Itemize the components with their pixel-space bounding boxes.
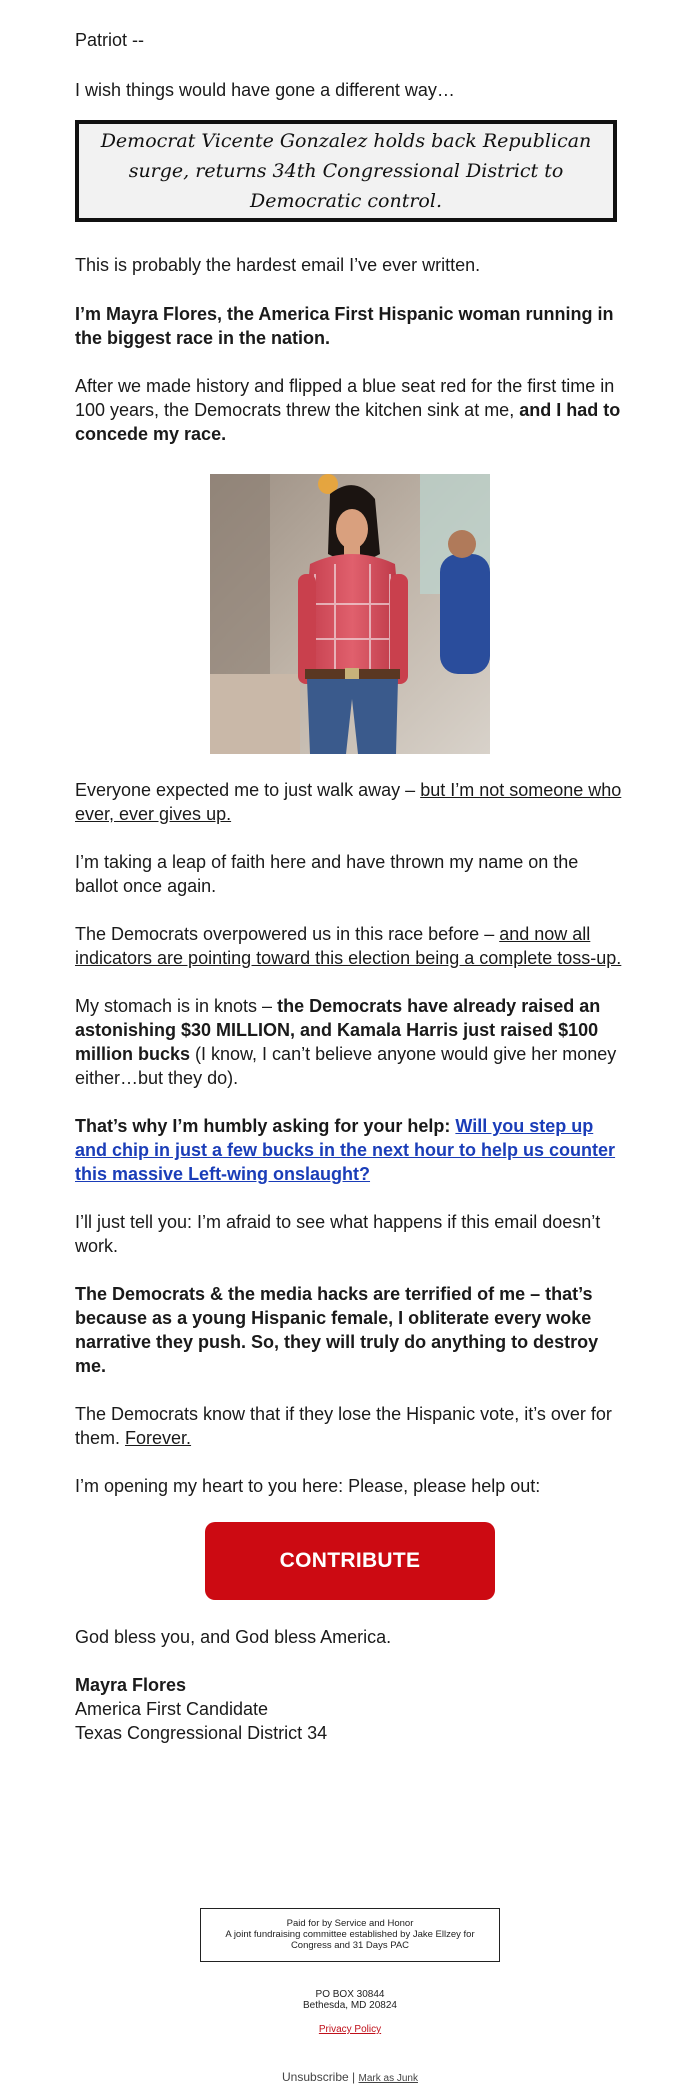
aside-text: (I know, I can’t believe anyone would give her money either…but they do). xyxy=(75,1044,617,1088)
committee-text: A joint fundraising committee established by Jake Ellzey for Congress and 31 Days PAC xyxy=(225,1929,475,1951)
history-concede: and I had to concede my race. xyxy=(75,400,621,444)
headline-text: Democrat Vicente Gonzalez holds back Republican surge, returns 34th Congressional District to Democratic control. xyxy=(100,130,592,212)
headline-box xyxy=(75,120,617,222)
paid-for-text: Paid for by Service and Honor xyxy=(286,1918,414,1929)
ask-text: That’s why I’m humbly asking for your help: xyxy=(75,1116,456,1136)
unsubscribe-row xyxy=(0,2070,700,2084)
forever-text: Forever. xyxy=(125,1428,192,1448)
paragraph-history xyxy=(75,374,625,446)
mark-as-junk-link[interactable]: Mark as Junk xyxy=(358,2073,418,2084)
paragraph-hispanic-vote xyxy=(75,1402,625,1450)
raised-money-text: the Democrats have already raised an astonishing $30 MILLION, and Kamala Harris just raised $100 million bucks xyxy=(75,996,601,1064)
intro-line: I wish things would have gone a different way… xyxy=(75,80,455,100)
paragraph-terrified: The Democrats & the media hacks are terrified of me – that’s because as a young Hispanic female, I obliterate every woke narrative they push. So, they will truly do anything to destroy me. xyxy=(75,1284,599,1376)
disclaimer-box xyxy=(200,1908,500,1962)
never-give-up-text: but I’m not someone who ever, ever gives up. xyxy=(75,780,622,824)
paragraph-toss-up xyxy=(75,922,625,970)
contribute-button[interactable]: CONTRIBUTE xyxy=(205,1522,495,1600)
signature-title: America First Candidate xyxy=(75,1699,269,1719)
city-address: Bethesda, MD 20824 xyxy=(303,2000,397,2011)
signature-district: Texas Congressional District 34 xyxy=(75,1723,328,1743)
paragraph-fundraising xyxy=(75,994,625,1090)
greeting: Patriot -- xyxy=(75,30,145,50)
candidate-photo xyxy=(210,474,490,754)
closing-line: God bless you, and God bless America. xyxy=(75,1627,392,1647)
hispanic-vote-text: The Democrats know that if they lose the Hispanic vote, it’s over for them. xyxy=(75,1404,612,1448)
paragraph-never-give-up xyxy=(75,778,625,826)
walk-away-text: Everyone expected me to just walk away – xyxy=(75,780,421,800)
paragraph-hardest-email: This is probably the hardest email I’ve ever written. xyxy=(75,255,481,275)
paragraph-afraid: I’ll just tell you: I’m afraid to see what happens if this email doesn’t work. xyxy=(75,1212,601,1256)
signature-name: Mayra Flores xyxy=(75,1675,187,1695)
paragraph-ask xyxy=(75,1114,625,1186)
toss-up-text: and now all indicators are pointing toward this election being a complete toss-up. xyxy=(75,924,622,968)
donate-link[interactable]: Will you step up and chip in just a few bucks in the next hour to help us counter this massive Left-wing onslaught? xyxy=(75,1116,616,1184)
po-box: PO BOX 30844 xyxy=(315,1989,385,2000)
paragraph-open-heart: I’m opening my heart to you here: Please, please help out: xyxy=(75,1476,541,1496)
paragraph-leap-of-faith: I’m taking a leap of faith here and have thrown my name on the ballot once again. xyxy=(75,852,579,896)
privacy-policy-link[interactable]: Privacy Policy xyxy=(318,2024,382,2035)
privacy-policy-row xyxy=(0,2024,700,2035)
unsubscribe-link[interactable]: Unsubscribe xyxy=(282,2070,349,2084)
separator: | xyxy=(352,2070,356,2084)
paragraph-intro-name: I’m Mayra Flores, the America First Hispanic woman running in the biggest race in the nation. xyxy=(75,304,614,348)
overpowered-text: The Democrats overpowered us in this race before – xyxy=(75,924,500,944)
candidate-photo-illustration xyxy=(210,474,490,754)
stomach-text: My stomach is in knots – xyxy=(75,996,278,1016)
history-text: After we made history and flipped a blue seat red for the first time in 100 years, the Democrats threw the kitchen sink at me, xyxy=(75,376,615,420)
